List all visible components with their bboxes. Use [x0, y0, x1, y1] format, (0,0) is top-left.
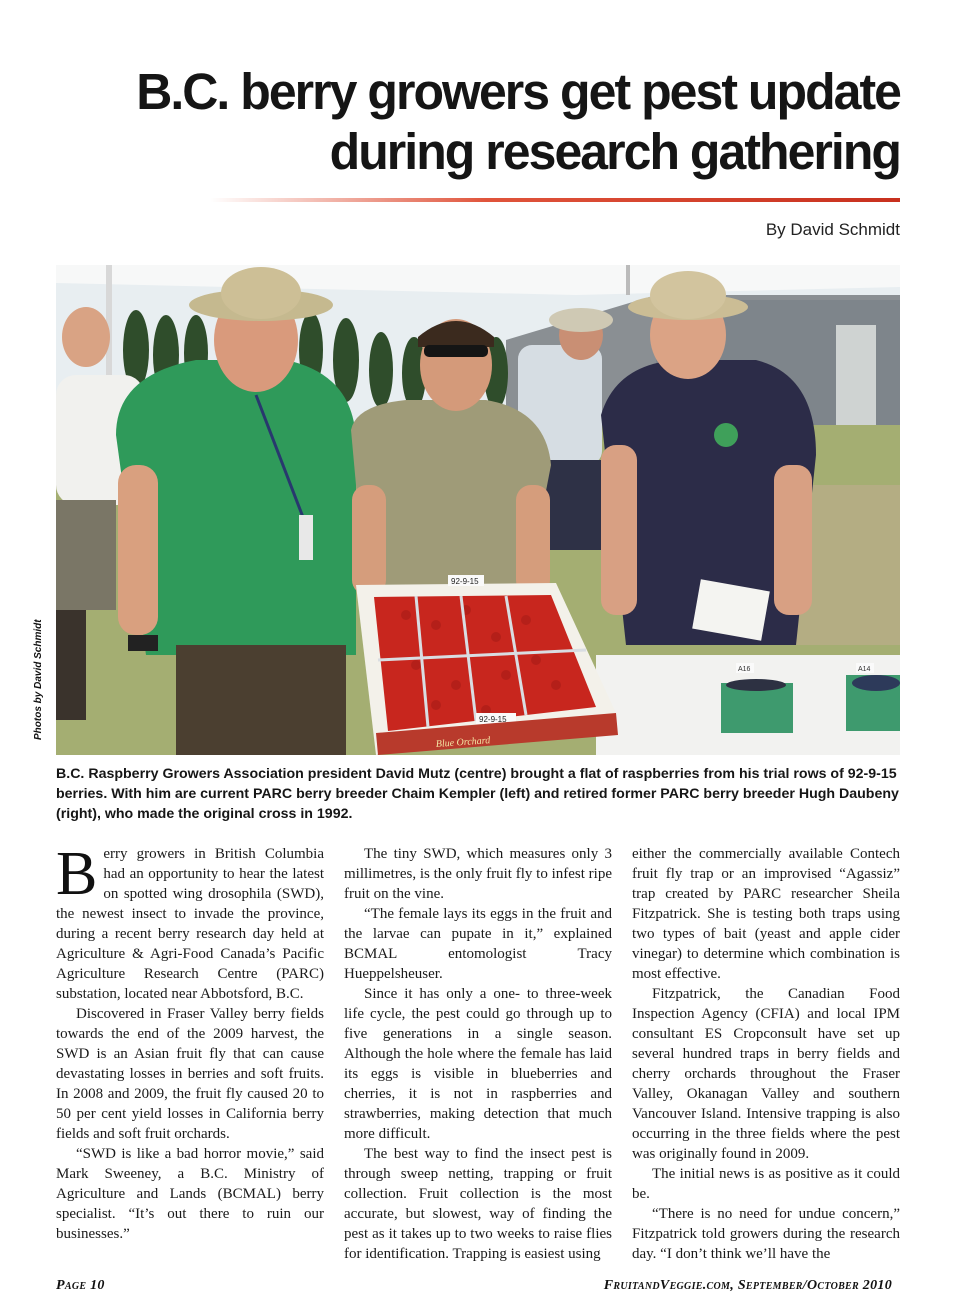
paragraph: “The female lays its eggs in the fruit and the larvae can pupate in it,” explained BCMAL entomologist Tracy Hueppelsheuser. [344, 906, 612, 982]
photo-caption: B.C. Raspberry Growers Association president David Mutz (centre) brought a flat of raspberries from his trial rows of 92-9-15 berries. With him are current PARC berry breeder Chaim Kempler (left) and retired former PARC berry breeder Hugh Daubeny (right), who made the original cross in 1992. [56, 766, 899, 822]
paragraph [56, 840, 324, 1004]
paragraph-text: erry growers in British Columbia had an opportunity to hear the latest on spotted wing drosophila (SWD), the newest insect to invade the province, during a recent berry research day held at Agriculture & Agri-Food Canada’s Pacific Agriculture Research Centre (PARC) substation, located near Abbotsford, B.C. [56, 846, 324, 1002]
column-1 [56, 840, 324, 1264]
paragraph: “There is no need for undue concern,” Fitzpatrick told growers during the research day. “I don’t think we’ll have the [632, 1206, 900, 1262]
box-brand: Blue Orchard [435, 735, 491, 750]
byline: By David Schmidt [765, 220, 900, 239]
headline-line-2: during research gathering [329, 123, 900, 180]
feature-photo [56, 265, 900, 755]
photo-credit: Photos by David Schmidt [33, 619, 44, 740]
paragraph: The best way to find the insect pest is through sweep netting, trapping or fruit collection. Fruit collection is the most accurate, but slowest, way of finding the pest as it takes up to two weeks to raise flies for identification. Trapping is easiest using [344, 1146, 612, 1262]
small-label-b: A14 [858, 666, 871, 673]
paragraph: Fitzpatrick, the Canadian Food Inspection Agency (CFIA) and local IPM consultant ES Cropconsult have set up several hundred traps in berry fields and cherry orchards throughout the Fraser Valley, Okanagan Valley and southern Vancouver Island. Intensive trapping is also occurring in the three fields where the pest was originally found in 2009. [632, 986, 900, 1162]
paragraph: Discovered in Fraser Valley berry fields towards the end of the 2009 harvest, the SWD is an Asian fruit fly that can cause devastating losses in berries and soft fruits. In 2008 and 2009, the fruit fly caused 20 to 50 per cent yield losses in California berry fields and soft fruit orchards. [56, 1006, 324, 1142]
paragraph: The initial news is as positive as it could be. [632, 1166, 900, 1202]
paragraph: either the commercially available Contech fruit fly trap or an improvised “Agassiz” trap created by PARC researcher Sheila Fitzpatrick. She is testing both traps using two types of bait (yeast and apple cider vinegar) to determine which combination is most effective. [632, 846, 900, 982]
headline-line-1: B.C. berry growers get pest update [136, 63, 900, 120]
headline-rule [210, 198, 900, 202]
column-3 [632, 844, 900, 1264]
paragraph: The tiny SWD, which measures only 3 millimetres, is the only fruit fly to infest ripe fruit on the vine. [344, 846, 612, 902]
paragraph: “SWD is like a bad horror movie,” said Mark Sweeney, a B.C. Ministry of Agriculture and Lands (BCMAL) berry specialist. “It’s out there to ruin our businesses.” [56, 1146, 324, 1242]
paragraph: Since it has only a one- to three-week life cycle, the pest could go through up to five generations in a single season. Although the hole where the female has laid its eggs is visible in blueberries and cherries, it is not in raspberries and strawberries, making detection that much more difficult. [344, 986, 612, 1142]
page-number: Page 10 [56, 1278, 105, 1293]
small-label-a: A16 [738, 666, 751, 673]
publication-footer: FruitandVeggie.com, September/October 2010 [603, 1278, 892, 1293]
drop-cap: B [56, 840, 98, 908]
headline [136, 62, 900, 182]
box-label-front: 92-9-15 [479, 715, 507, 724]
box-label-top: 92-9-15 [451, 577, 479, 586]
column-2 [344, 844, 612, 1264]
article-body [56, 840, 900, 1264]
